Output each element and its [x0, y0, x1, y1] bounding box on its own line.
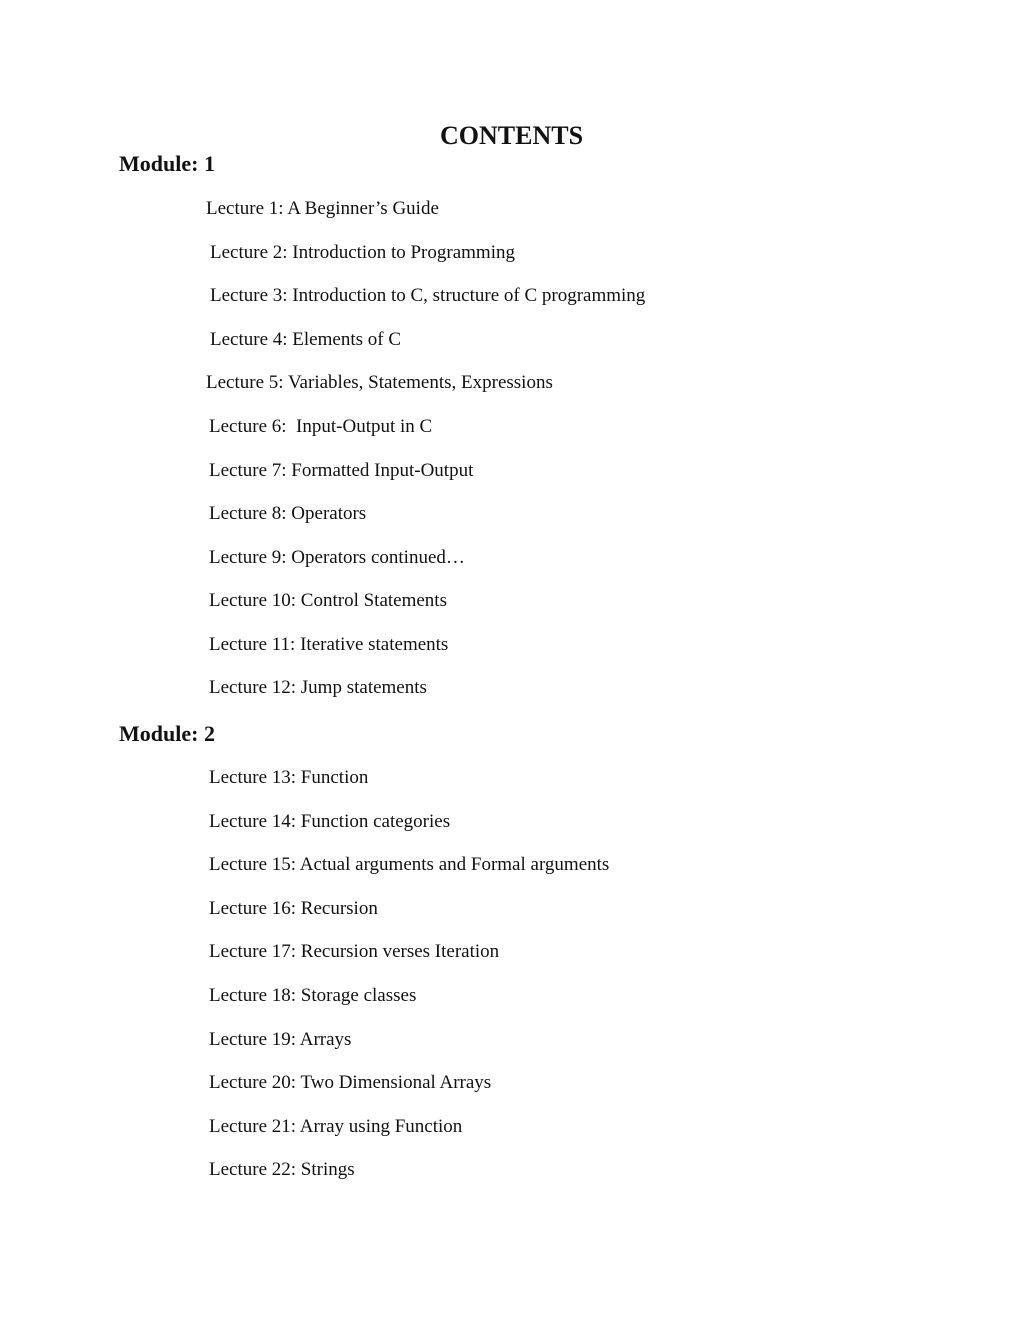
lecture-8: Lecture 8: Operators — [209, 503, 367, 524]
lecture-9: Lecture 9: Operators continued… — [209, 547, 465, 568]
lecture-2: Lecture 2: Introduction to Programming — [210, 242, 515, 263]
lecture-5: Lecture 5: Variables, Statements, Expressions — [206, 372, 553, 393]
lecture-15: Lecture 15: Actual arguments and Formal arguments — [209, 854, 610, 875]
page-title: CONTENTS — [440, 121, 584, 150]
module-2-heading: Module: 2 — [119, 721, 215, 746]
lecture-16: Lecture 16: Recursion — [209, 898, 378, 919]
lecture-22: Lecture 22: Strings — [209, 1159, 355, 1180]
lecture-11: Lecture 11: Iterative statements — [209, 634, 449, 655]
lecture-3: Lecture 3: Introduction to C, structure of C programming — [210, 285, 646, 306]
lecture-19: Lecture 19: Arrays — [209, 1029, 352, 1050]
lecture-18: Lecture 18: Storage classes — [209, 985, 417, 1006]
lecture-10: Lecture 10: Control Statements — [209, 590, 447, 611]
lecture-1: Lecture 1: A Beginner’s Guide — [206, 198, 439, 219]
module-1-heading: Module: 1 — [119, 151, 215, 176]
lecture-21: Lecture 21: Array using Function — [209, 1116, 463, 1137]
lecture-13: Lecture 13: Function — [209, 767, 369, 788]
lecture-6: Lecture 6: Input-Output in C — [209, 416, 433, 437]
lecture-17: Lecture 17: Recursion verses Iteration — [209, 941, 500, 962]
lecture-12: Lecture 12: Jump statements — [209, 677, 427, 698]
lecture-7: Lecture 7: Formatted Input-Output — [209, 460, 474, 481]
lecture-20: Lecture 20: Two Dimensional Arrays — [209, 1072, 492, 1093]
lecture-4: Lecture 4: Elements of C — [210, 329, 401, 350]
lecture-14: Lecture 14: Function categories — [209, 811, 451, 832]
